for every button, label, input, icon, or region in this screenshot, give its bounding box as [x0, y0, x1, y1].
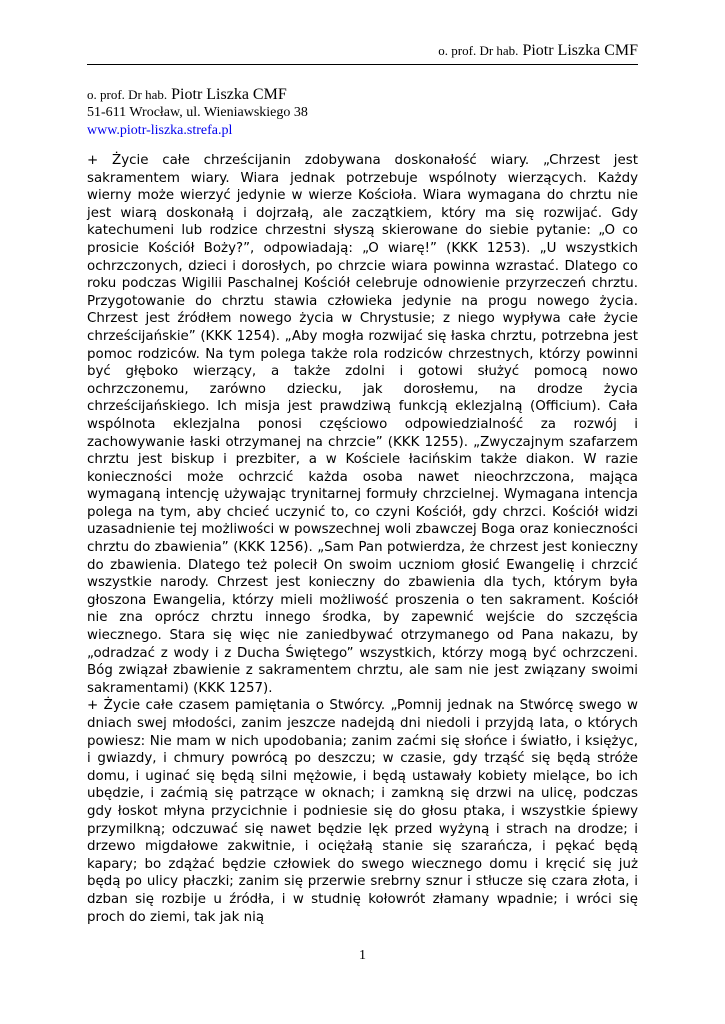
address-street: 51-611 Wrocław, ul. Wieniawskiego 38 — [87, 105, 308, 120]
header-title-prefix: o. prof. Dr hab. — [438, 43, 519, 58]
address-author-name: Piotr Liszka CMF — [171, 86, 287, 103]
paragraph: + Życie całe czasem pamiętania o Stwórcy. „Pomnij jednak na Stwórcę swego w dniach swej młodości, zanim jeszcze nadejdą dni niedoli i przyjdą lata, o których powiesz: Nie mam w nich upodobania; zanim zaćmi się słońce i światło, i księżyc, i gwiazdy, i chmury powrócą po deszczu; w czasie, gdy trząść się będą stróże domu, i uginać się będą silni mężowie, i będą ustawały kobiety mielące, bo ich ubędzie, i zaćmią się patrzące w oknach; i zamkną się drzwi na ulicę, podczas gdy łoskot młyna przycichnie i podniesie się do głosu ptaka, i wszystkie śpiewy przymilkną; odczuwać się nawet będzie lęk przed wyżyną i strach na drodze; i drzewo migdałowe zakwitnie, i ociężałą stanie się szarańcza, i pękać będą kapary; bo zdążać będzie człowiek do swego wiecznego domu i kręcić się już będą po ulicy płaczki; zanim się przerwie srebrny sznur i stłucze się czara złota, i dzban się rozbije u źródła, i w studnię kołowrót złamany wpadnie; i wróci się proch do ziemi, tak jak nią — [87, 698, 638, 925]
paragraph: + Życie całe chrześcijanin zdobywana doskonałość wiary. „Chrzest jest sakramentem wiary. Wiara jednak potrzebuje wspólnoty wierzących. Każdy wierny może wierzyć jedynie w wierze Kościoła. Wiara wymagana do chrztu nie jest wiarą doskonałą i dojrzałą, ale zaczątkiem, który ma się rozwijać. Gdy katechumeni lub rodzice chrzestni słyszą skierowane do siebie pytanie: „O co prosicie Kościół Boży?”, odpowiadają: „O wiarę!” (KKK 1253). „U wszystkich ochrzczonych, dzieci i dorosłych, po chrzcie wiara powinna wzrastać. Dlatego co roku podczas Wigilii Paschalnej Kościół celebruje odnowienie przyrzeczeń chrztu. Przygotowanie do chrztu stawia człowieka jedynie na progu nowego życia. Chrzest jest źródłem nowego życia w Chrystusie; z niego wypływa całe życie chrześcijańskie” (KKK 1254). „Aby mogła rozwijać się łaska chrztu, potrzebna jest pomoc rodziców. Na tym polega także rola rodziców chrzestnych, którzy powinni być głęboko wierzący, a także zdolni i gotowi służyć pomocą nowo ochrzczonemu, zarówno dziecku, jak dorosłemu, na drodze życia chrześcijańskiego. Ich misja jest prawdziwą funkcją eklezjalną (Officium). Cała wspólnota eklezjalna ponosi częściowo odpowiedzialność za rozwój i zachowywanie łaski otrzymanej na chrzcie” (KKK 1255). „Zwyczajnym szafarzem chrztu jest biskup i prezbiter, a w Kościele łacińskim także diakon. W razie konieczności może ochrzcić każda osoba nawet nieochrzczona, mająca wymaganą intencję używając trynitarnej formuły chrzcielnej. Wymagana intencja polega na tym, aby chcieć uczynić to, co czyni Kościół, gdy chrzci. Kościół widzi uzasadnienie tej możliwości w powszechnej woli zbawczej Boga oraz konieczności chrztu do zbawienia” (KKK 1256). „Sam Pan potwierdza, że chrzest jest konieczny do zbawienia. Dlatego też polecił On swoim uczniom głosić Ewangelię i chrzcić wszystkie narody. Chrzest jest konieczny do zbawienia dla tych, którym była głoszona Ewangelia, którzy mieli możliwość proszenia o ten sakrament. Kościół nie zna oprócz chrztu innego środka, by zapewnić wejście do szczęścia wiecznego. Stara się więc nie zaniedbywać otrzymanego od Pana nakazu, by „odradzać z wody i z Ducha Świętego” wszystkich, którzy mogą być ochrzczeni. Bóg związał zbawienie z sakramentem chrztu, ale sam nie jest związany swoimi sakramentami) (KKK 1257). — [87, 153, 638, 696]
address-title-prefix: o. prof. Dr hab. — [87, 87, 168, 102]
body-text — [87, 152, 638, 926]
header-author-name: Piotr Liszka CMF — [522, 42, 638, 59]
header-rule — [87, 64, 638, 65]
address-name-line — [87, 86, 308, 104]
page-number: 1 — [359, 948, 366, 963]
author-address-block — [87, 86, 308, 140]
running-header — [438, 42, 638, 60]
website-link[interactable]: www.piotr-liszka.strefa.pl — [87, 123, 233, 138]
